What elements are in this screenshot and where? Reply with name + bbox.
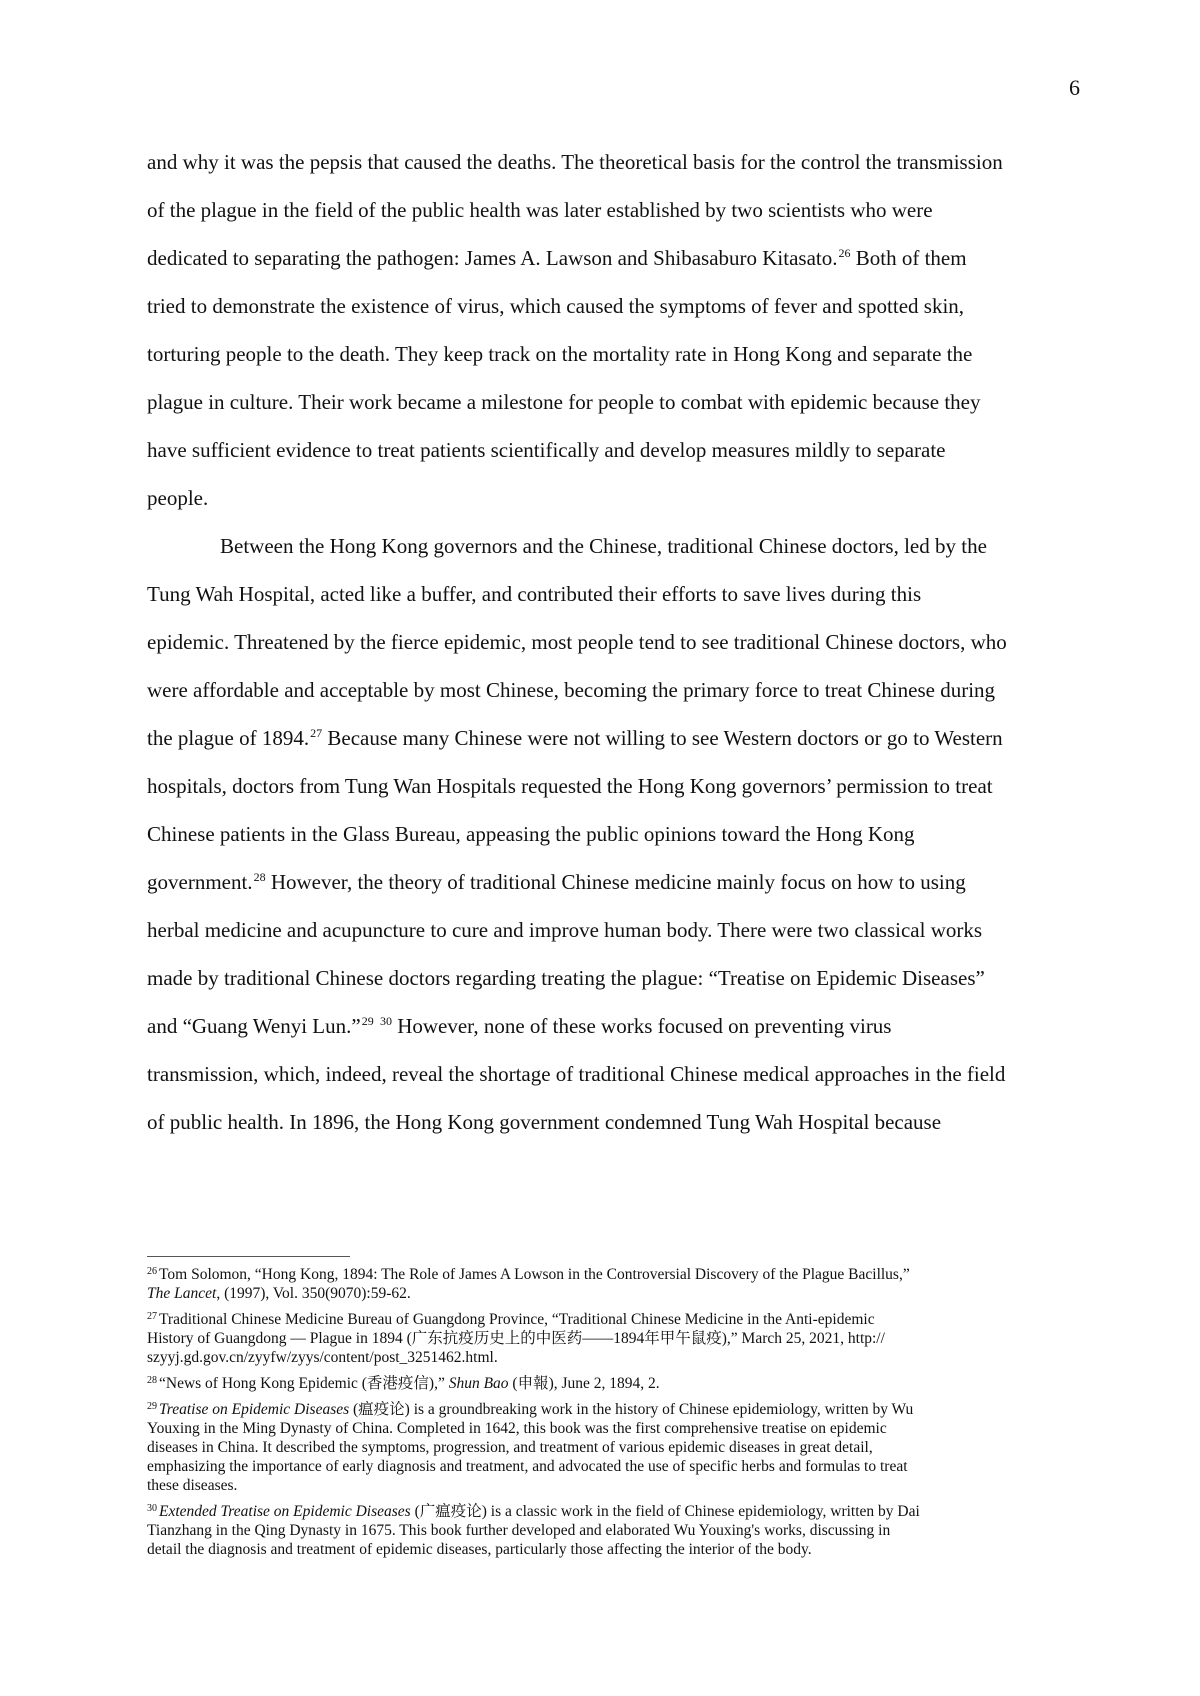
text-span: (广瘟疫论) is a classic work in the field of Chinese epidemiology, written by Dai [410, 1503, 920, 1520]
paragraph-line: made by traditional Chinese doctors regarding treating the plague: “Treatise on Epidemic Diseases” [147, 966, 985, 990]
text-span: (瘟疫论) is a groundbreaking work in the history of Chinese epidemiology, written by Wu [349, 1401, 914, 1418]
newspaper-title: Shun Bao [448, 1375, 509, 1392]
body-text [147, 138, 1069, 1146]
footnote-number: 28 [147, 1375, 157, 1386]
footnote-line: Youxing in the Ming Dynasty of China. Completed in 1642, this book was the first comprehensive treatise on epidemic [147, 1420, 887, 1437]
paragraph-line: of the plague in the field of the public health was later established by two scientists who were [147, 198, 933, 222]
paragraph-line [147, 858, 1069, 906]
paragraph-2 [147, 522, 1069, 1146]
text-span: government. [147, 870, 253, 894]
footnote-ref-26[interactable]: 26 [838, 246, 851, 260]
footnote-line: diseases in China. It described the symptoms, progression, and treatment of various epidemic diseases in great detail, [147, 1439, 873, 1456]
footnote-link[interactable]: szyyj.gd.gov.cn/zyyfw/zyys/content/post_3251462.html. [147, 1349, 498, 1366]
text-span: and “Guang Wenyi Lun.” [147, 1014, 361, 1038]
paragraph-line: hospitals, doctors from Tung Wan Hospitals requested the Hong Kong governors’ permission to treat [147, 774, 993, 798]
text-span: (申報), June 2, 1894, 2. [508, 1375, 660, 1392]
paragraph-line: Chinese patients in the Glass Bureau, appeasing the public opinions toward the Hong Kong [147, 822, 915, 846]
footnote-line [147, 1502, 1077, 1521]
footnote-line: emphasizing the importance of early diagnosis and treatment, and advocated the use of specific herbs and formulas to treat [147, 1458, 908, 1475]
footnote-29 [147, 1400, 1077, 1495]
footnote-ref-29[interactable]: 29 [361, 1014, 374, 1028]
paragraph-1 [147, 138, 1069, 522]
footnote-27 [147, 1310, 1077, 1367]
paragraph-line: people. [147, 486, 209, 510]
footnote-number: 27 [147, 1311, 157, 1322]
footnote-line [147, 1284, 1077, 1303]
footnote-ref-27[interactable]: 27 [310, 726, 323, 740]
paragraph-line: epidemic. Threatened by the fierce epidemic, most people tend to see traditional Chinese doctors, who [147, 630, 1007, 654]
paragraph-line: of public health. In 1896, the Hong Kong government condemned Tung Wah Hospital because [147, 1110, 942, 1134]
footnote-line [147, 1374, 1077, 1393]
book-title: Treatise on Epidemic Diseases [159, 1401, 350, 1418]
footnote-ref-28[interactable]: 28 [253, 870, 266, 884]
paragraph-line: tried to demonstrate the existence of virus, which caused the symptoms of fever and spotted skin, [147, 294, 965, 318]
footnote-line [147, 1400, 1077, 1419]
footnote-number: 29 [147, 1401, 157, 1412]
paragraph-line [147, 714, 1069, 762]
footnote-ref-30[interactable]: 30 [379, 1014, 392, 1028]
footnote-number: 30 [147, 1503, 157, 1514]
footnote-line: History of Guangdong — Plague in 1894 (广东抗疫历史上的中医药——1894年甲午鼠疫),” March 25, 2021, http:// [147, 1330, 885, 1347]
paragraph-line: torturing people to the death. They keep track on the mortality rate in Hong Kong and separate the [147, 342, 973, 366]
footnote-28 [147, 1374, 1077, 1393]
text-span: , (1997), Vol. 350(9070):59-62. [216, 1285, 411, 1302]
footnote-line: these diseases. [147, 1477, 238, 1494]
paragraph-line: Tung Wah Hospital, acted like a buffer, and contributed their efforts to save lives during this [147, 582, 922, 606]
text-span: the plague of 1894. [147, 726, 310, 750]
text-span: “News of Hong Kong Epidemic (香港疫信),” [159, 1375, 449, 1392]
paragraph-line [147, 1002, 1069, 1050]
book-title: Extended Treatise on Epidemic Diseases [159, 1503, 411, 1520]
paragraph-line: have sufficient evidence to treat patients scientifically and develop measures mildly to separate [147, 438, 946, 462]
footnote-number: 26 [147, 1266, 157, 1277]
text-span: Both of them [850, 246, 967, 270]
paragraph-line: were affordable and acceptable by most Chinese, becoming the primary force to treat Chinese during [147, 678, 996, 702]
paragraph-line: Between the Hong Kong governors and the Chinese, traditional Chinese doctors, led by the [220, 534, 987, 558]
footnote-26 [147, 1265, 1077, 1303]
footnote-line: detail the diagnosis and treatment of epidemic diseases, particularly those affecting the interior of the body. [147, 1541, 812, 1558]
page-number: 6 [1069, 75, 1080, 100]
text-span: Because many Chinese were not willing to see Western doctors or go to Western [322, 726, 1003, 750]
footnote-line [147, 1265, 1077, 1284]
text-span: However, none of these works focused on preventing virus [391, 1014, 892, 1038]
paragraph-line: herbal medicine and acupuncture to cure and improve human body. There were two classical works [147, 918, 983, 942]
footnotes [147, 1265, 1077, 1566]
text-span: Tom Solomon, “Hong Kong, 1894: The Role of James A Lowson in the Controversial Discovery of the Plague Bacillus,” [159, 1266, 910, 1283]
footnote-30 [147, 1502, 1077, 1559]
paragraph-line: and why it was the pepsis that caused the deaths. The theoretical basis for the control the transmission [147, 150, 1003, 174]
text-span: Traditional Chinese Medicine Bureau of Guangdong Province, “Traditional Chinese Medicine in the Anti-epidemic [159, 1311, 875, 1328]
text-span: dedicated to separating the pathogen: James A. Lawson and Shibasaburo Kitasato. [147, 246, 838, 270]
footnote-line: Tianzhang in the Qing Dynasty in 1675. This book further developed and elaborated Wu Youxing's works, discussing in [147, 1522, 891, 1539]
journal-title: The Lancet [147, 1285, 217, 1302]
paragraph-line: plague in culture. Their work became a milestone for people to combat with epidemic because they [147, 390, 981, 414]
footnote-separator [147, 1256, 350, 1257]
paragraph-line: transmission, which, indeed, reveal the shortage of traditional Chinese medical approaches in the field [147, 1062, 1006, 1086]
footnote-line [147, 1310, 1077, 1329]
text-span: However, the theory of traditional Chinese medicine mainly focus on how to using [265, 870, 966, 894]
paragraph-line [147, 234, 1069, 282]
